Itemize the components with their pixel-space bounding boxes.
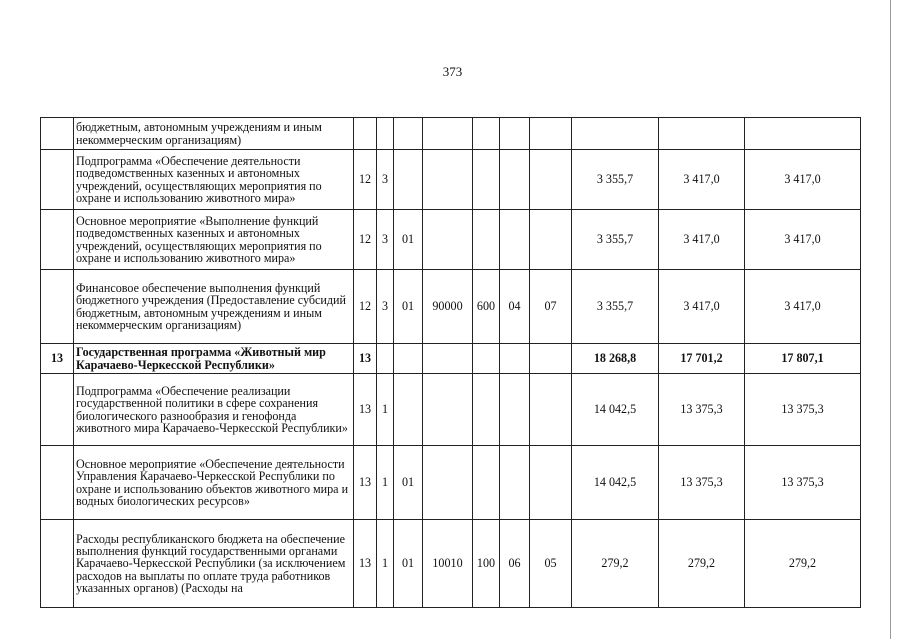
amount-year-1: 3 355,7: [572, 210, 659, 270]
code-direction: 10010: [423, 520, 473, 608]
row-number: [41, 446, 74, 520]
amount-year-1: [572, 118, 659, 150]
code-activity: [394, 118, 423, 150]
row-name: бюджетным, автономным учреждениям и иным некоммерческим организациям): [74, 118, 354, 150]
table-row: [41, 374, 861, 446]
code-subsection: [530, 118, 572, 150]
code-program: 13: [354, 374, 377, 446]
row-name: Расходы республиканского бюджета на обеспечение выполнения функций государственными органами Карачаево-Черкесской Республики (за исключением расходов на выплаты по оплате труда работников указанных органов) (Расходы на: [74, 520, 354, 608]
row-number: [41, 118, 74, 150]
row-name: Финансовое обеспечение выполнения функций бюджетного учреждения (Предоставление субсидий бюджетным, автономным учреждениям и иным некоммерческим организациям): [74, 270, 354, 344]
row-number: [41, 520, 74, 608]
amount-year-2: 279,2: [659, 520, 745, 608]
row-name: Основное мероприятие «Обеспечение деятельности Управления Карачаево-Черкесской Республики по охране и использованию объектов животного мира и водных биологических ресурсов»: [74, 446, 354, 520]
code-program: [354, 118, 377, 150]
amount-year-1: 279,2: [572, 520, 659, 608]
row-name: Основное мероприятие «Выполнение функций подведомственных казенных и автономных учреждений, осуществляющих мероприятия по охране и использованию животного мира»: [74, 210, 354, 270]
amount-year-1: 18 268,8: [572, 344, 659, 374]
code-section: 06: [500, 520, 530, 608]
amount-year-3: 3 417,0: [745, 150, 861, 210]
code-subsection: [530, 344, 572, 374]
row-name: Подпрограмма «Обеспечение реализации государственной политики в сфере сохранения биологического разнообразия и генофонда животного мира Карачаево-Черкесской Республики»: [74, 374, 354, 446]
code-direction: [423, 150, 473, 210]
code-subprogram: 1: [377, 374, 394, 446]
code-subprogram: [377, 118, 394, 150]
code-subsection: [530, 374, 572, 446]
table-row: [41, 150, 861, 210]
amount-year-3: 279,2: [745, 520, 861, 608]
amount-year-3: 13 375,3: [745, 446, 861, 520]
code-subsection: [530, 150, 572, 210]
code-subsection: [530, 210, 572, 270]
amount-year-1: 14 042,5: [572, 374, 659, 446]
table-row: [41, 210, 861, 270]
code-activity: [394, 150, 423, 210]
table-row: [41, 446, 861, 520]
table-row: [41, 118, 861, 150]
row-number: [41, 210, 74, 270]
code-subprogram: [377, 344, 394, 374]
amount-year-1: 3 355,7: [572, 150, 659, 210]
code-section: 04: [500, 270, 530, 344]
row-number: [41, 150, 74, 210]
code-expense-type: 100: [473, 520, 500, 608]
amount-year-1: 3 355,7: [572, 270, 659, 344]
scan-edge-line: [890, 0, 891, 639]
code-subprogram: 3: [377, 270, 394, 344]
code-section: [500, 150, 530, 210]
code-subprogram: 3: [377, 150, 394, 210]
amount-year-2: [659, 118, 745, 150]
code-direction: [423, 374, 473, 446]
code-section: [500, 344, 530, 374]
code-direction: [423, 344, 473, 374]
code-expense-type: [473, 150, 500, 210]
code-program: 12: [354, 150, 377, 210]
row-name: Подпрограмма «Обеспечение деятельности подведомственных казенных и автономных учреждений, осуществляющих мероприятия по охране и использованию животного мира»: [74, 150, 354, 210]
code-direction: [423, 446, 473, 520]
amount-year-3: 3 417,0: [745, 270, 861, 344]
code-section: [500, 374, 530, 446]
code-section: [500, 118, 530, 150]
code-direction: [423, 210, 473, 270]
amount-year-2: 17 701,2: [659, 344, 745, 374]
code-subsection: 07: [530, 270, 572, 344]
code-subprogram: 3: [377, 210, 394, 270]
code-activity: 01: [394, 270, 423, 344]
code-expense-type: [473, 446, 500, 520]
code-subsection: 05: [530, 520, 572, 608]
amount-year-2: 13 375,3: [659, 374, 745, 446]
code-subprogram: 1: [377, 446, 394, 520]
code-direction: 90000: [423, 270, 473, 344]
amount-year-3: 13 375,3: [745, 374, 861, 446]
row-number: 13: [41, 344, 74, 374]
amount-year-3: 17 807,1: [745, 344, 861, 374]
code-activity: [394, 344, 423, 374]
code-section: [500, 210, 530, 270]
code-activity: 01: [394, 210, 423, 270]
amount-year-2: 3 417,0: [659, 270, 745, 344]
code-expense-type: [473, 374, 500, 446]
row-number: [41, 270, 74, 344]
code-program: 12: [354, 270, 377, 344]
code-expense-type: [473, 210, 500, 270]
amount-year-2: 13 375,3: [659, 446, 745, 520]
code-direction: [423, 118, 473, 150]
code-subprogram: 1: [377, 520, 394, 608]
amount-year-2: 3 417,0: [659, 150, 745, 210]
row-name: Государственная программа «Животный мир Карачаево-Черкесской Республики»: [74, 344, 354, 374]
budget-table: [40, 117, 861, 608]
code-expense-type: 600: [473, 270, 500, 344]
amount-year-2: 3 417,0: [659, 210, 745, 270]
code-activity: 01: [394, 520, 423, 608]
table-row: [41, 520, 861, 608]
code-activity: 01: [394, 446, 423, 520]
code-expense-type: [473, 118, 500, 150]
code-activity: [394, 374, 423, 446]
amount-year-3: 3 417,0: [745, 210, 861, 270]
code-program: 13: [354, 446, 377, 520]
table-row-program: [41, 344, 861, 374]
amount-year-1: 14 042,5: [572, 446, 659, 520]
code-program: 13: [354, 520, 377, 608]
code-section: [500, 446, 530, 520]
table-row: [41, 270, 861, 344]
page-number: 373: [442, 64, 463, 79]
code-subsection: [530, 446, 572, 520]
code-program: 12: [354, 210, 377, 270]
row-number: [41, 374, 74, 446]
code-program: 13: [354, 344, 377, 374]
code-expense-type: [473, 344, 500, 374]
amount-year-3: [745, 118, 861, 150]
